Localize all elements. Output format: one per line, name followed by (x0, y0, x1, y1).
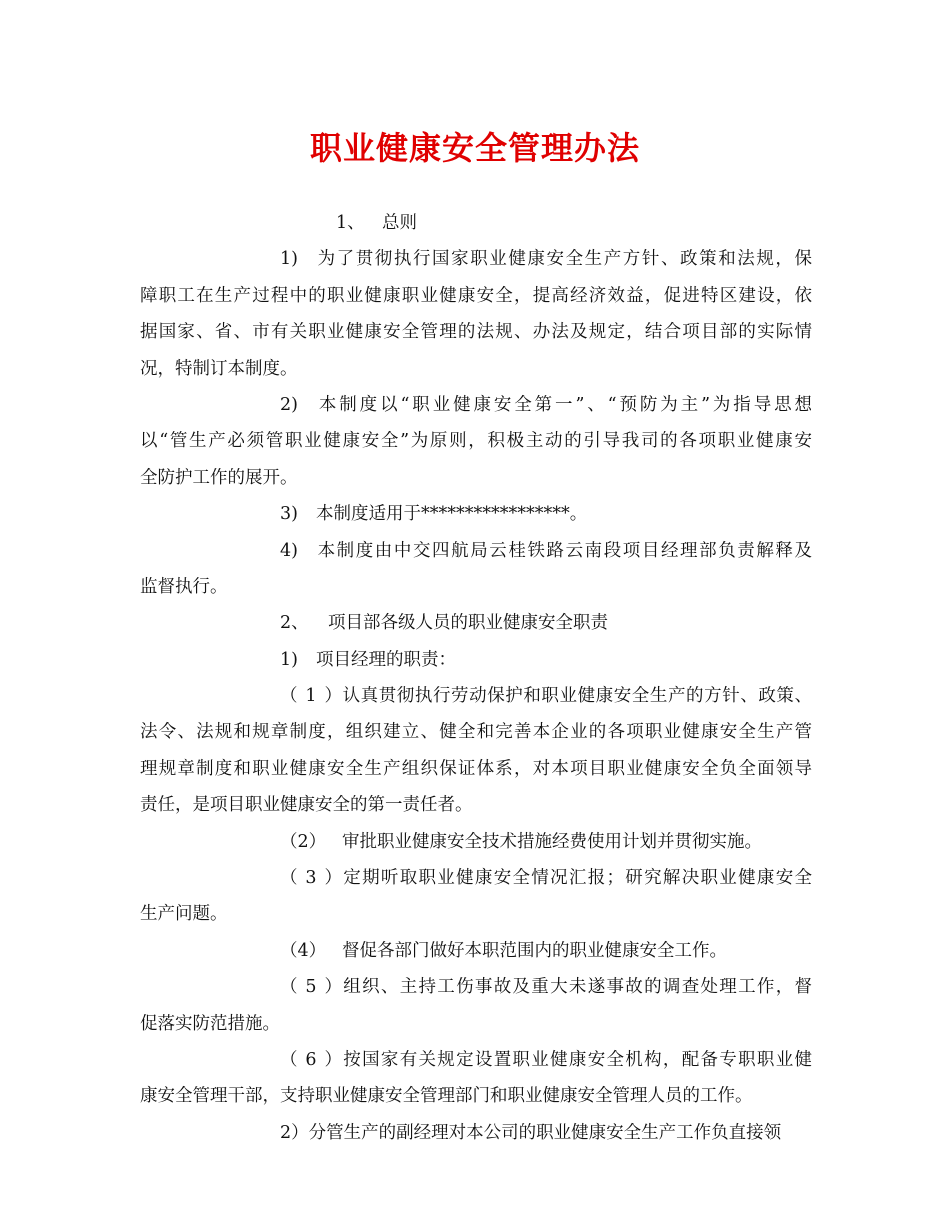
paragraph (140, 1042, 812, 1115)
paragraph-number: （4） (280, 940, 327, 961)
paragraph-text: 项目经理的职责： (316, 649, 456, 670)
paragraph-line (140, 351, 812, 387)
paragraph-text: 障职工在生产过程中的职业健康职业健康安全，提高经济效益，促进特区建设，依 (140, 285, 812, 306)
paragraph-number: 2、 (280, 613, 309, 634)
paragraph (140, 860, 812, 933)
paragraph (140, 1115, 812, 1151)
paragraph (140, 642, 812, 678)
paragraph-text: 组织、主持工伤事故及重大未遂事故的调查处理工作，督 (342, 977, 812, 998)
paragraph-line (140, 278, 812, 314)
paragraph-line (140, 205, 812, 241)
paragraph-line (140, 714, 812, 750)
paragraph-text: 况，特制订本制度。 (140, 358, 298, 379)
paragraph-number: 1) (280, 249, 298, 270)
paragraph-text: 据国家、省、市有关职业健康安全管理的法规、办法及规定，结合项目部的实际情 (140, 322, 812, 343)
paragraph (140, 824, 812, 860)
paragraph-text: 总则 (382, 213, 417, 233)
paragraph (140, 969, 812, 1042)
paragraph-text: 康安全管理干部，支持职业健康安全管理部门和职业健康安全管理人员的工作。 (140, 1086, 753, 1107)
paragraph-line (140, 605, 812, 641)
paragraph-line (140, 460, 812, 496)
paragraph-line (140, 1042, 812, 1078)
paragraph-text: 理规章制度和职业健康安全生产组织保证体系，对本项目职业健康安全负全面领导 (140, 758, 812, 779)
paragraph-text: 审批职业健康安全技术措施经费使用计划并贯彻实施。 (342, 831, 762, 852)
paragraph-number: （2） (280, 831, 327, 852)
paragraph-number: 1) (280, 649, 298, 670)
paragraph-line (140, 896, 812, 932)
paragraph-line (140, 1078, 812, 1114)
paragraph-text: 分管生产的副经理对本公司的职业健康安全生产工作负直接领 (308, 1122, 782, 1143)
paragraph-number: （1） (280, 686, 342, 707)
paragraph-line (140, 241, 812, 277)
paragraph-line (140, 933, 812, 969)
paragraph-line (140, 678, 812, 714)
paragraph-text: 全防护工作的展开。 (140, 467, 298, 488)
paragraph-line (140, 824, 812, 860)
paragraph-number: （6） (280, 1049, 342, 1070)
paragraph (140, 533, 812, 606)
paragraph (140, 241, 812, 387)
paragraph-line (140, 1115, 812, 1151)
paragraph-number: 4) (280, 540, 298, 561)
paragraph-line (140, 533, 812, 569)
paragraph-line (140, 969, 812, 1005)
paragraph-text: 按国家有关规定设置职业健康安全机构，配备专职职业健 (342, 1049, 812, 1070)
paragraph-text: 监督执行。 (140, 576, 228, 597)
paragraph-number: 3) (280, 504, 298, 525)
paragraph-text: 督促各部门做好本职范围内的职业健康安全工作。 (342, 940, 727, 961)
paragraph-text: 本制度以“职业健康安全第一”、“预防为主”为指导思想 (316, 394, 812, 415)
paragraph-line (140, 496, 812, 532)
paragraph-line (140, 387, 812, 423)
paragraph-text: 本制度由中交四航局云桂铁路云南段项目经理部负责解释及 (316, 540, 812, 561)
paragraph-text: 本制度适用于*****************。 (316, 504, 588, 525)
paragraph-line (140, 751, 812, 787)
paragraph (140, 387, 812, 496)
paragraph (140, 605, 812, 641)
paragraph-line (140, 787, 812, 823)
paragraph-number: 1、 (336, 213, 365, 233)
paragraph (140, 678, 812, 824)
paragraph-text: 责任，是项目职业健康安全的第一责任者。 (140, 795, 473, 816)
paragraph (140, 496, 812, 532)
paragraph-number: （5） (280, 977, 342, 998)
paragraph-number: 2） (280, 1122, 309, 1143)
paragraph-number: 2) (280, 394, 298, 415)
paragraph (140, 933, 812, 969)
paragraph-text: 生产问题。 (140, 904, 228, 925)
paragraph-line (140, 642, 812, 678)
paragraph-number: （3） (280, 868, 342, 889)
paragraph-line (140, 314, 812, 350)
paragraph-line (140, 860, 812, 896)
paragraph-text: 法令、法规和规章制度，组织建立、健全和完善本企业的各项职业健康安全生产管 (140, 722, 812, 743)
paragraph-line (140, 423, 812, 459)
paragraph-text: 以“管生产必须管职业健康安全”为原则，积极主动的引导我司的各项职业健康安 (140, 431, 812, 452)
paragraph-line (140, 1006, 812, 1042)
paragraph-text: 为了贯彻执行国家职业健康安全生产方针、政策和法规，保 (316, 249, 812, 270)
paragraph (140, 205, 812, 241)
paragraph-text: 项目部各级人员的职业健康安全职责 (328, 613, 608, 634)
paragraph-text: 促落实防范措施。 (140, 1013, 280, 1034)
paragraph-line (140, 569, 812, 605)
paragraph-text: 认真贯彻执行劳动保护和职业健康安全生产的方针、政策、 (342, 686, 812, 707)
paragraph-text: 定期听取职业健康安全情况汇报；研究解决职业健康安全 (342, 868, 812, 889)
document-title: 职业健康安全管理办法 (309, 129, 640, 167)
document-body (140, 205, 812, 1151)
